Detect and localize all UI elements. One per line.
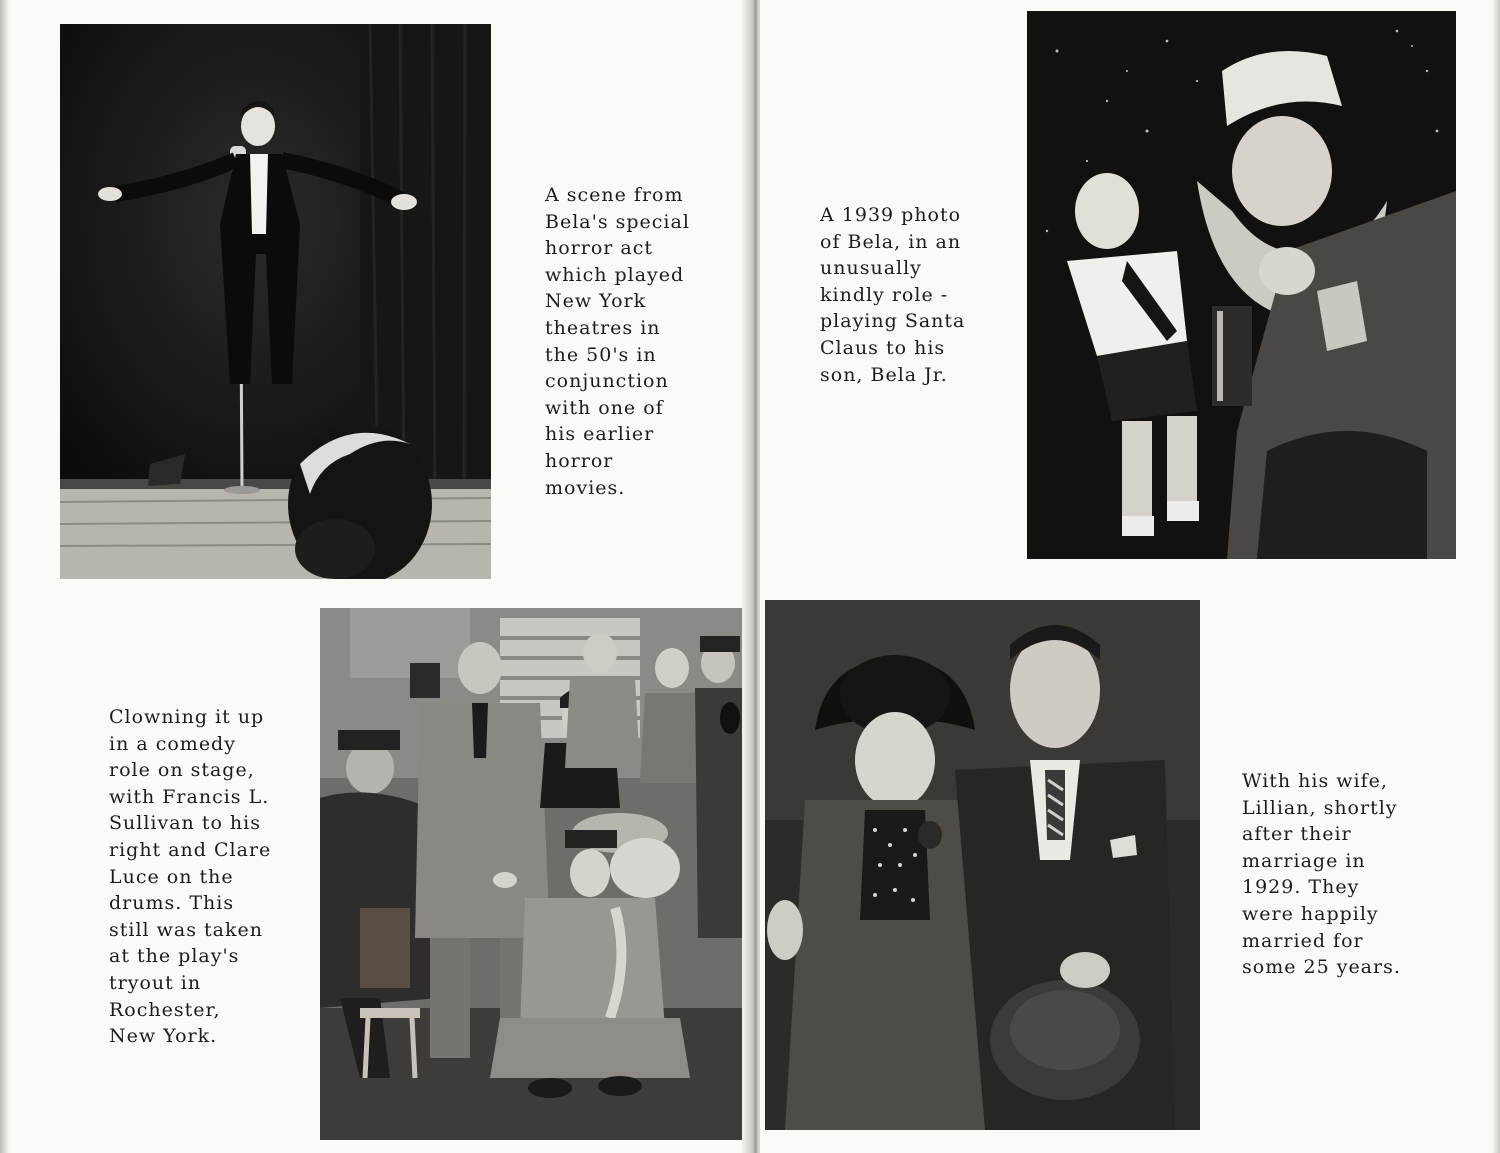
caption-line: right and Clare [109, 838, 272, 861]
right-page [760, 0, 1500, 1153]
caption-line: son, Bela Jr. [820, 363, 948, 386]
caption-line: Clowning it up [109, 706, 265, 728]
caption-line: after their [1242, 823, 1352, 846]
caption-line: theatres in [545, 316, 661, 339]
caption-line: Lillian, shortly [1242, 796, 1398, 819]
caption-line: 1929. They [1242, 876, 1360, 899]
caption-line: at the play's [109, 945, 240, 968]
couple-photo [765, 600, 1200, 1130]
comedy-caption [109, 704, 271, 1050]
comedy-band-photo [320, 608, 748, 1140]
caption-line: which played [545, 263, 685, 286]
caption-line: in a comedy [109, 732, 236, 755]
santa-caption [820, 202, 965, 388]
caption-line: the 50's in [545, 343, 657, 366]
caption-line: drums. This [109, 892, 235, 915]
caption-line: with Francis L. [109, 785, 270, 808]
caption-line: playing Santa [820, 310, 966, 333]
caption-line: tryout in [109, 971, 202, 994]
santa-claus-photo [1027, 11, 1456, 559]
caption-line: Rochester, [109, 998, 221, 1021]
caption-line: kindly role - [820, 283, 949, 306]
page-edge-shadow [0, 0, 10, 1153]
caption-line: movies. [545, 476, 626, 499]
caption-line: With his wife, [1242, 770, 1388, 792]
caption-line: were happily [1242, 902, 1379, 925]
caption-line: horror act [545, 237, 654, 260]
caption-line: Luce on the [109, 865, 234, 888]
caption-line: Claus to his [820, 336, 946, 359]
caption-line: unusually [820, 257, 922, 280]
caption-line: his earlier [545, 423, 655, 446]
caption-line: Sullivan to his [109, 812, 261, 835]
caption-line: Bela's special [545, 210, 690, 233]
caption-line: New York. [109, 1025, 218, 1048]
caption-line: horror [545, 449, 614, 472]
caption-line: with one of [545, 396, 664, 419]
wife-caption [1242, 768, 1401, 981]
caption-line: role on stage, [109, 759, 255, 782]
caption-line: conjunction [545, 370, 669, 393]
stage-act-caption [545, 182, 690, 501]
caption-line: New York [545, 290, 647, 313]
caption-line: marriage in [1242, 849, 1366, 872]
caption-line: still was taken [109, 918, 263, 941]
caption-line: A 1939 photo [820, 204, 962, 226]
caption-line: A scene from [545, 184, 684, 206]
stage-performance-photo [60, 24, 491, 579]
caption-line: of Bela, in an [820, 230, 962, 253]
caption-line: some 25 years. [1242, 956, 1401, 979]
page-edge-shadow [1492, 0, 1500, 1153]
caption-line: married for [1242, 929, 1364, 952]
